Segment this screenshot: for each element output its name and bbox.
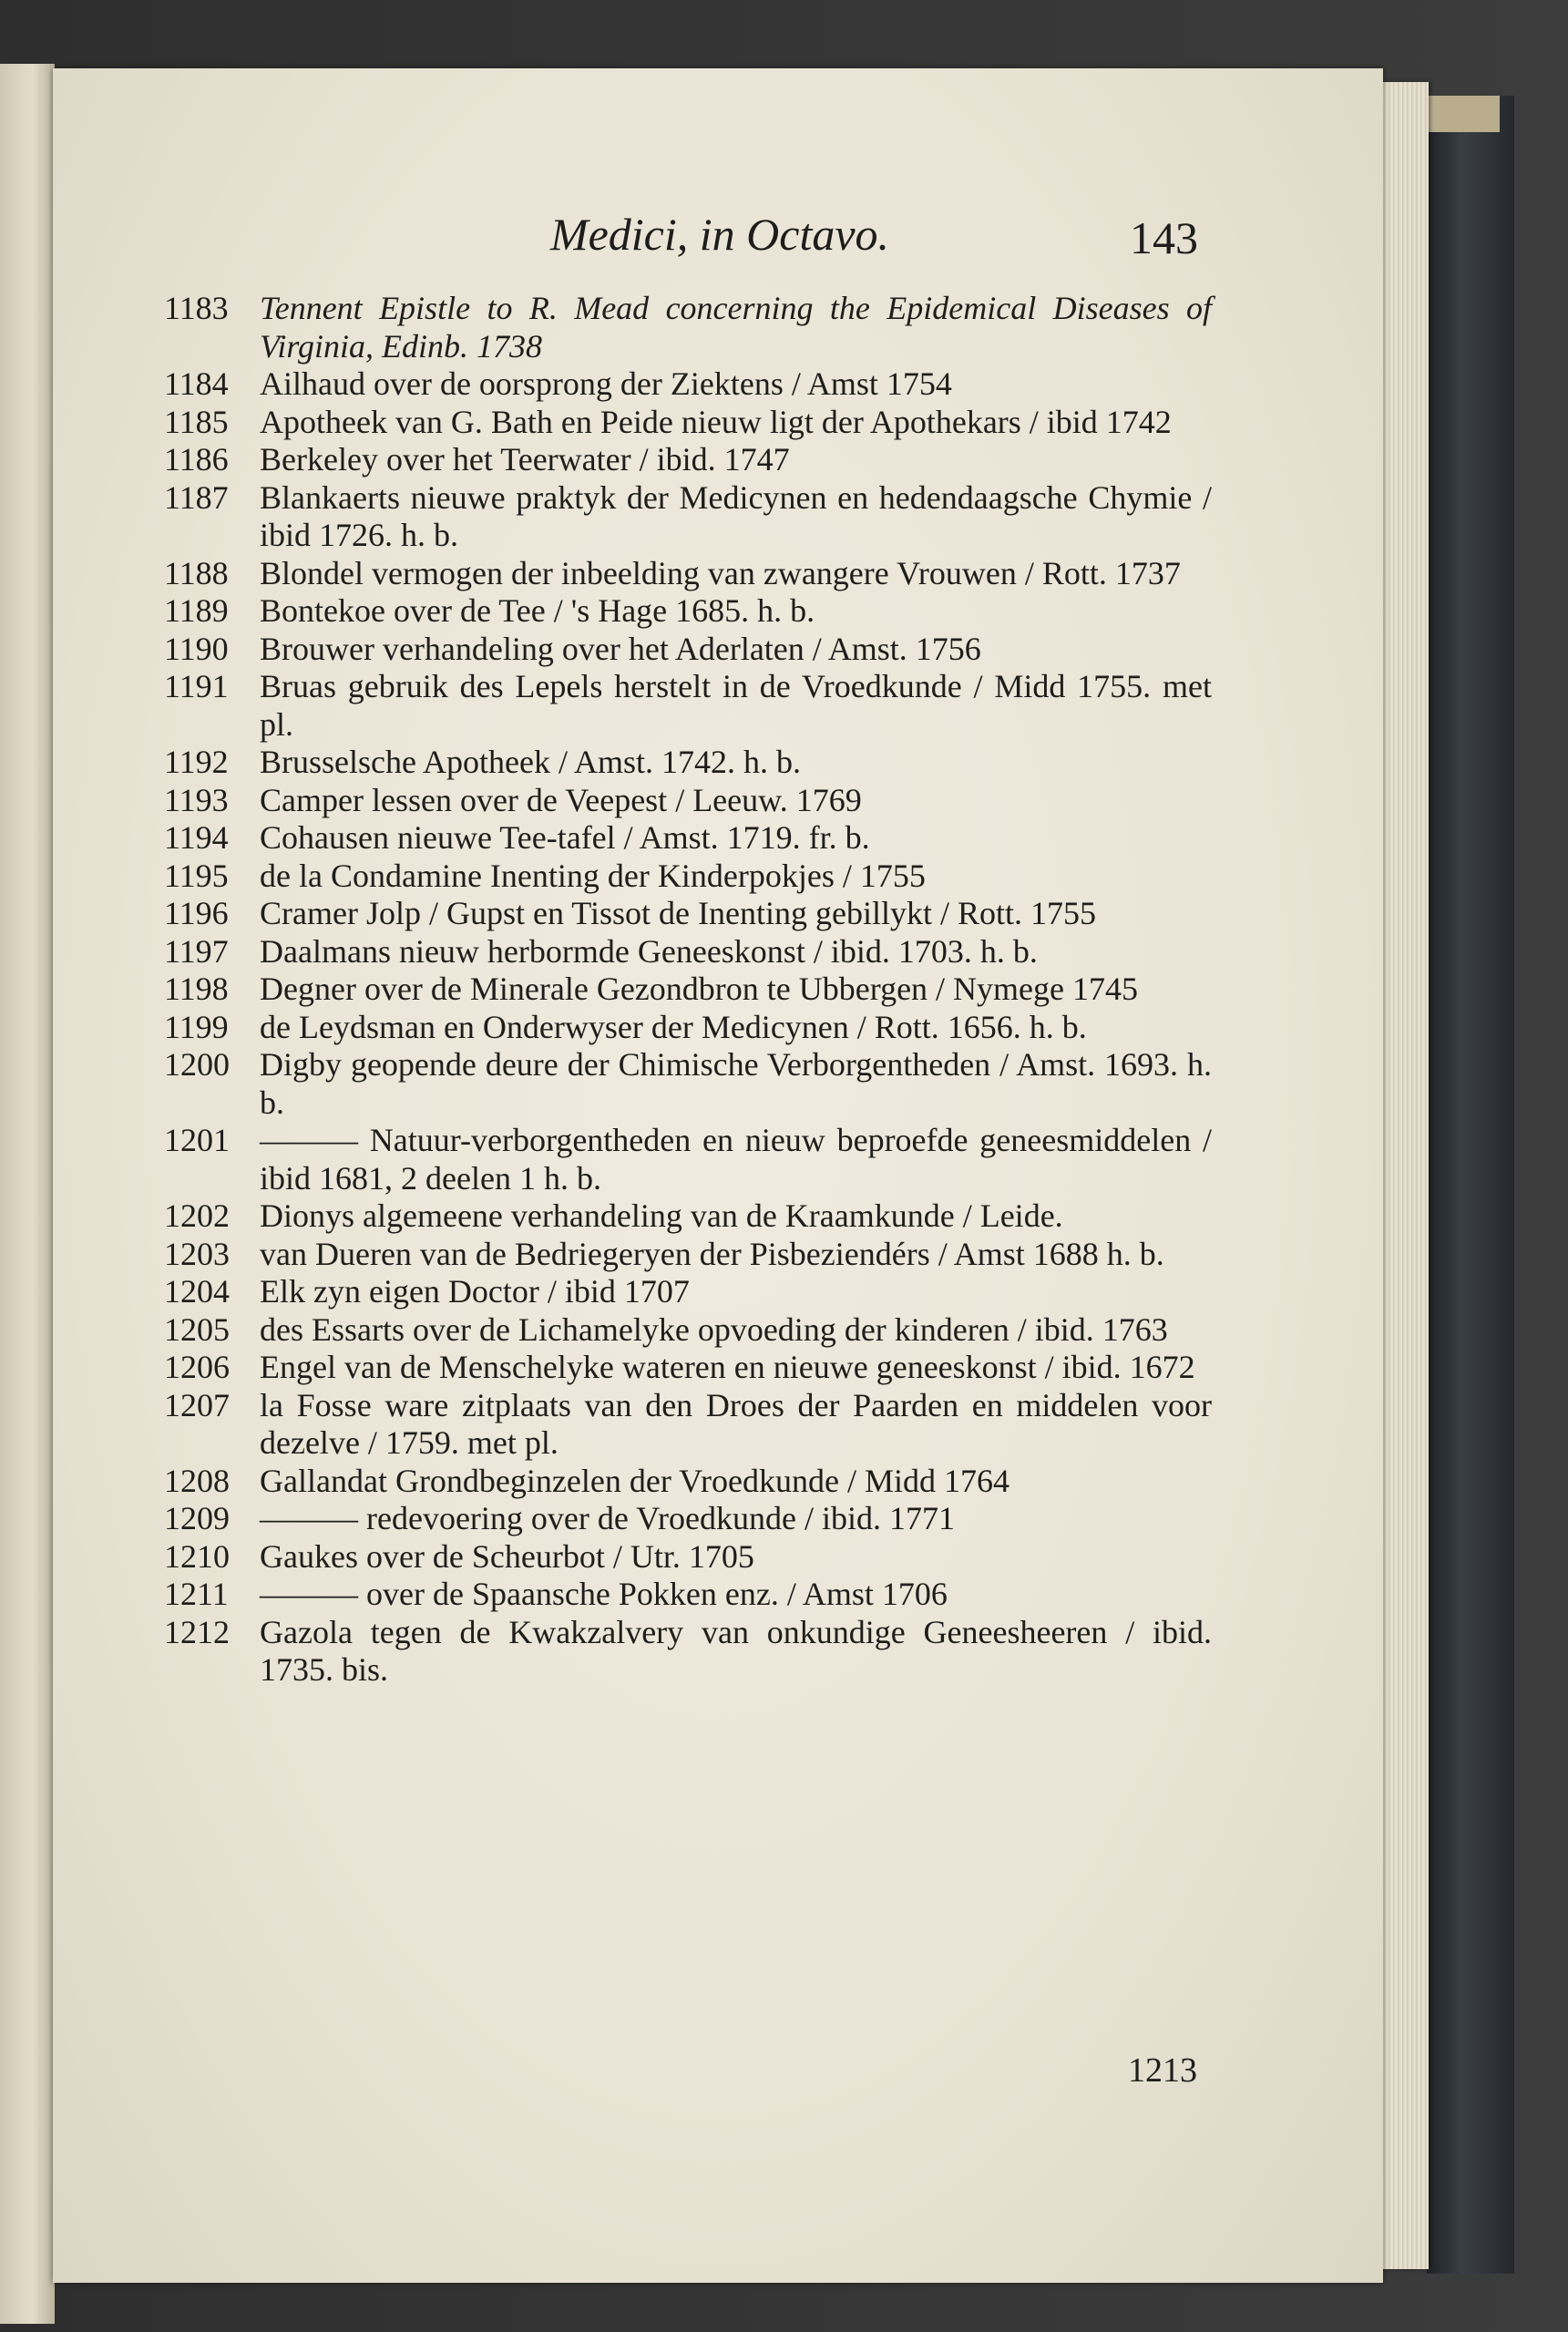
catalog-entry: [164, 895, 1212, 933]
entry-number: 1203: [164, 1235, 230, 1272]
entry-number: 1189: [164, 592, 229, 629]
entry-number: 1198: [164, 971, 229, 1007]
entry-number: 1210: [164, 1537, 230, 1575]
catalog-entry: [164, 1122, 1212, 1197]
catalog-entry: [164, 441, 1212, 479]
catalog-entry: [164, 1576, 1212, 1614]
entry-text: Brusselsche Apotheek / Amst. 1742. h. b.: [260, 744, 801, 780]
entry-number: 1193: [164, 781, 229, 818]
entry-text: Gallandat Grondbeginzelen der Vroedkunde / Midd 1764: [260, 1462, 1009, 1499]
entry-text: Brouwer verhandeling over het Aderlaten / Amst. 1756: [260, 630, 981, 667]
catalog-entry: [164, 1311, 1212, 1350]
entry-text: Cramer Jolp / Gupst en Tissot de Inenting gebillykt / Rott. 1755: [260, 895, 1096, 931]
entry-text: des Essarts over de Lichamelyke opvoeding der kinderen / ibid. 1763: [260, 1310, 1168, 1348]
entry-text: Tennent Epistle to R. Mead concerning the Epidemical Diseases of Virginia, Edinb. 1738: [260, 290, 1212, 365]
entry-text: de Leydsman en Onderwyser der Medicynen / Rott. 1656. h. b.: [260, 1008, 1087, 1045]
entry-text: Camper lessen over de Veepest / Leeuw. 1769: [260, 781, 862, 818]
catalog-entry: [164, 1349, 1212, 1387]
entry-number: 1196: [164, 895, 229, 931]
entry-text: Dionys algemeene verhandeling van de Kraamkunde / Leide.: [260, 1197, 1063, 1234]
catalog-entry: [164, 858, 1212, 896]
entry-text: ——— redevoering over de Vroedkunde / ibid. 1771: [260, 1500, 955, 1536]
entry-number: 1212: [164, 1613, 230, 1650]
book-cover: [1427, 96, 1514, 2274]
catalog-entry: [164, 819, 1212, 858]
entry-number: 1191: [164, 668, 229, 704]
entry-text: Blondel vermogen der inbeelding van zwangere Vrouwen / Rott. 1737: [260, 554, 1181, 591]
entry-number: 1199: [164, 1008, 229, 1045]
entry-text: Bruas gebruik des Lepels herstelt in de Vroedkunde / Midd 1755. met pl.: [260, 668, 1212, 743]
entry-number: 1201: [164, 1122, 230, 1158]
catalog-entry: [164, 744, 1212, 782]
catalog-entry: [164, 290, 1212, 365]
entry-number: 1183: [164, 290, 229, 326]
page-number: 143: [1130, 212, 1198, 263]
entry-number: 1184: [164, 365, 229, 402]
catalog-entry: [164, 404, 1212, 442]
entry-text: Engel van de Menschelyke wateren en nieuwe geneeskonst / ibid. 1672: [260, 1349, 1195, 1385]
catalog-entry: [164, 782, 1212, 820]
entry-text: la Fosse ware zitplaats van den Droes der Paarden en middelen voor dezelve / 1759. met pl.: [260, 1386, 1212, 1461]
entry-number: 1202: [164, 1197, 230, 1234]
entry-text: Bontekoe over de Tee / 's Hage 1685. h. b.: [260, 592, 815, 629]
cover-corner: [1427, 96, 1500, 132]
entry-number: 1186: [164, 441, 229, 478]
running-title: Medici, in Octavo.: [549, 209, 890, 260]
entry-number: 1190: [164, 630, 229, 667]
catalog-entry: [164, 668, 1212, 744]
catalog-entry: [164, 1500, 1212, 1538]
catalog-entries: [164, 290, 1212, 1690]
catchword: 1213: [1128, 2051, 1197, 2090]
entry-number: 1211: [164, 1576, 229, 1612]
entry-number: 1185: [164, 403, 229, 440]
entry-text: ——— Natuur-verborgentheden en nieuw beproefde geneesmiddelen / ibid 1681, 2 deelen 1 h. b.: [260, 1122, 1212, 1197]
entry-text: de la Condamine Inenting der Kinderpokjes / 1755: [260, 857, 926, 894]
entry-text: Ailhaud over de oorsprong der Ziektens / Amst 1754: [260, 365, 952, 402]
entry-text: Berkeley over het Teerwater / ibid. 1747: [260, 441, 790, 478]
entry-number: 1192: [164, 744, 229, 780]
entry-number: 1208: [164, 1462, 230, 1499]
entry-text: Digby geopende deure der Chimische Verborgentheden / Amst. 1693. h. b.: [260, 1046, 1212, 1121]
entry-number: 1197: [164, 932, 229, 970]
catalog-entry: [164, 365, 1212, 404]
catalog-entry: [164, 1463, 1212, 1501]
entry-number: 1204: [164, 1273, 230, 1310]
catalog-entry: [164, 592, 1212, 631]
entry-number: 1200: [164, 1046, 230, 1083]
catalog-entry: [164, 1009, 1212, 1047]
entry-text: Degner over de Minerale Gezondbron te Ubbergen / Nymege 1745: [260, 971, 1139, 1007]
entry-text: Daalmans nieuw herbormde Geneeskonst / ibid. 1703. h. b.: [260, 932, 1038, 970]
catalog-entry: [164, 1387, 1212, 1463]
previous-page-edge: [0, 64, 55, 2324]
entry-text: van Dueren van de Bedriegeryen der Pisbeziendérs / Amst 1688 h. b.: [260, 1235, 1164, 1272]
catalog-entry: [164, 1614, 1212, 1690]
catalog-entry: [164, 1197, 1212, 1236]
catalog-entry: [164, 971, 1212, 1009]
catalog-entry: [164, 555, 1212, 593]
entry-text: Blankaerts nieuwe praktyk der Medicynen en hedendaagsche Chymie / ibid 1726. h. b.: [260, 478, 1212, 553]
catalog-entry: [164, 1273, 1212, 1311]
entry-number: 1209: [164, 1500, 230, 1536]
catalog-entry: [164, 933, 1212, 971]
catalog-entry: [164, 1538, 1212, 1577]
catalog-entry: [164, 631, 1212, 669]
entry-text: Gazola tegen de Kwakzalvery van onkundige Geneesheeren / ibid. 1735. bis.: [260, 1613, 1212, 1688]
entry-number: 1187: [164, 478, 229, 516]
entry-number: 1188: [164, 554, 229, 591]
entry-number: 1194: [164, 819, 229, 856]
entry-number: 1205: [164, 1310, 230, 1348]
entry-number: 1195: [164, 857, 229, 894]
entry-text: Gaukes over de Scheurbot / Utr. 1705: [260, 1537, 754, 1575]
catalog-entry: [164, 1236, 1212, 1274]
entry-number: 1206: [164, 1349, 230, 1385]
entry-text: Elk zyn eigen Doctor / ibid 1707: [260, 1273, 690, 1310]
page-edges: [1376, 82, 1429, 2269]
entry-text: Apotheek van G. Bath en Peide nieuw ligt der Apothekars / ibid 1742: [260, 403, 1172, 440]
catalog-entry: [164, 479, 1212, 555]
entry-text: ——— over de Spaansche Pokken enz. / Amst 1706: [260, 1576, 948, 1612]
catalog-entry: [164, 1046, 1212, 1122]
entry-number: 1207: [164, 1386, 230, 1423]
entry-text: Cohausen nieuwe Tee-tafel / Amst. 1719. fr. b.: [260, 819, 870, 856]
